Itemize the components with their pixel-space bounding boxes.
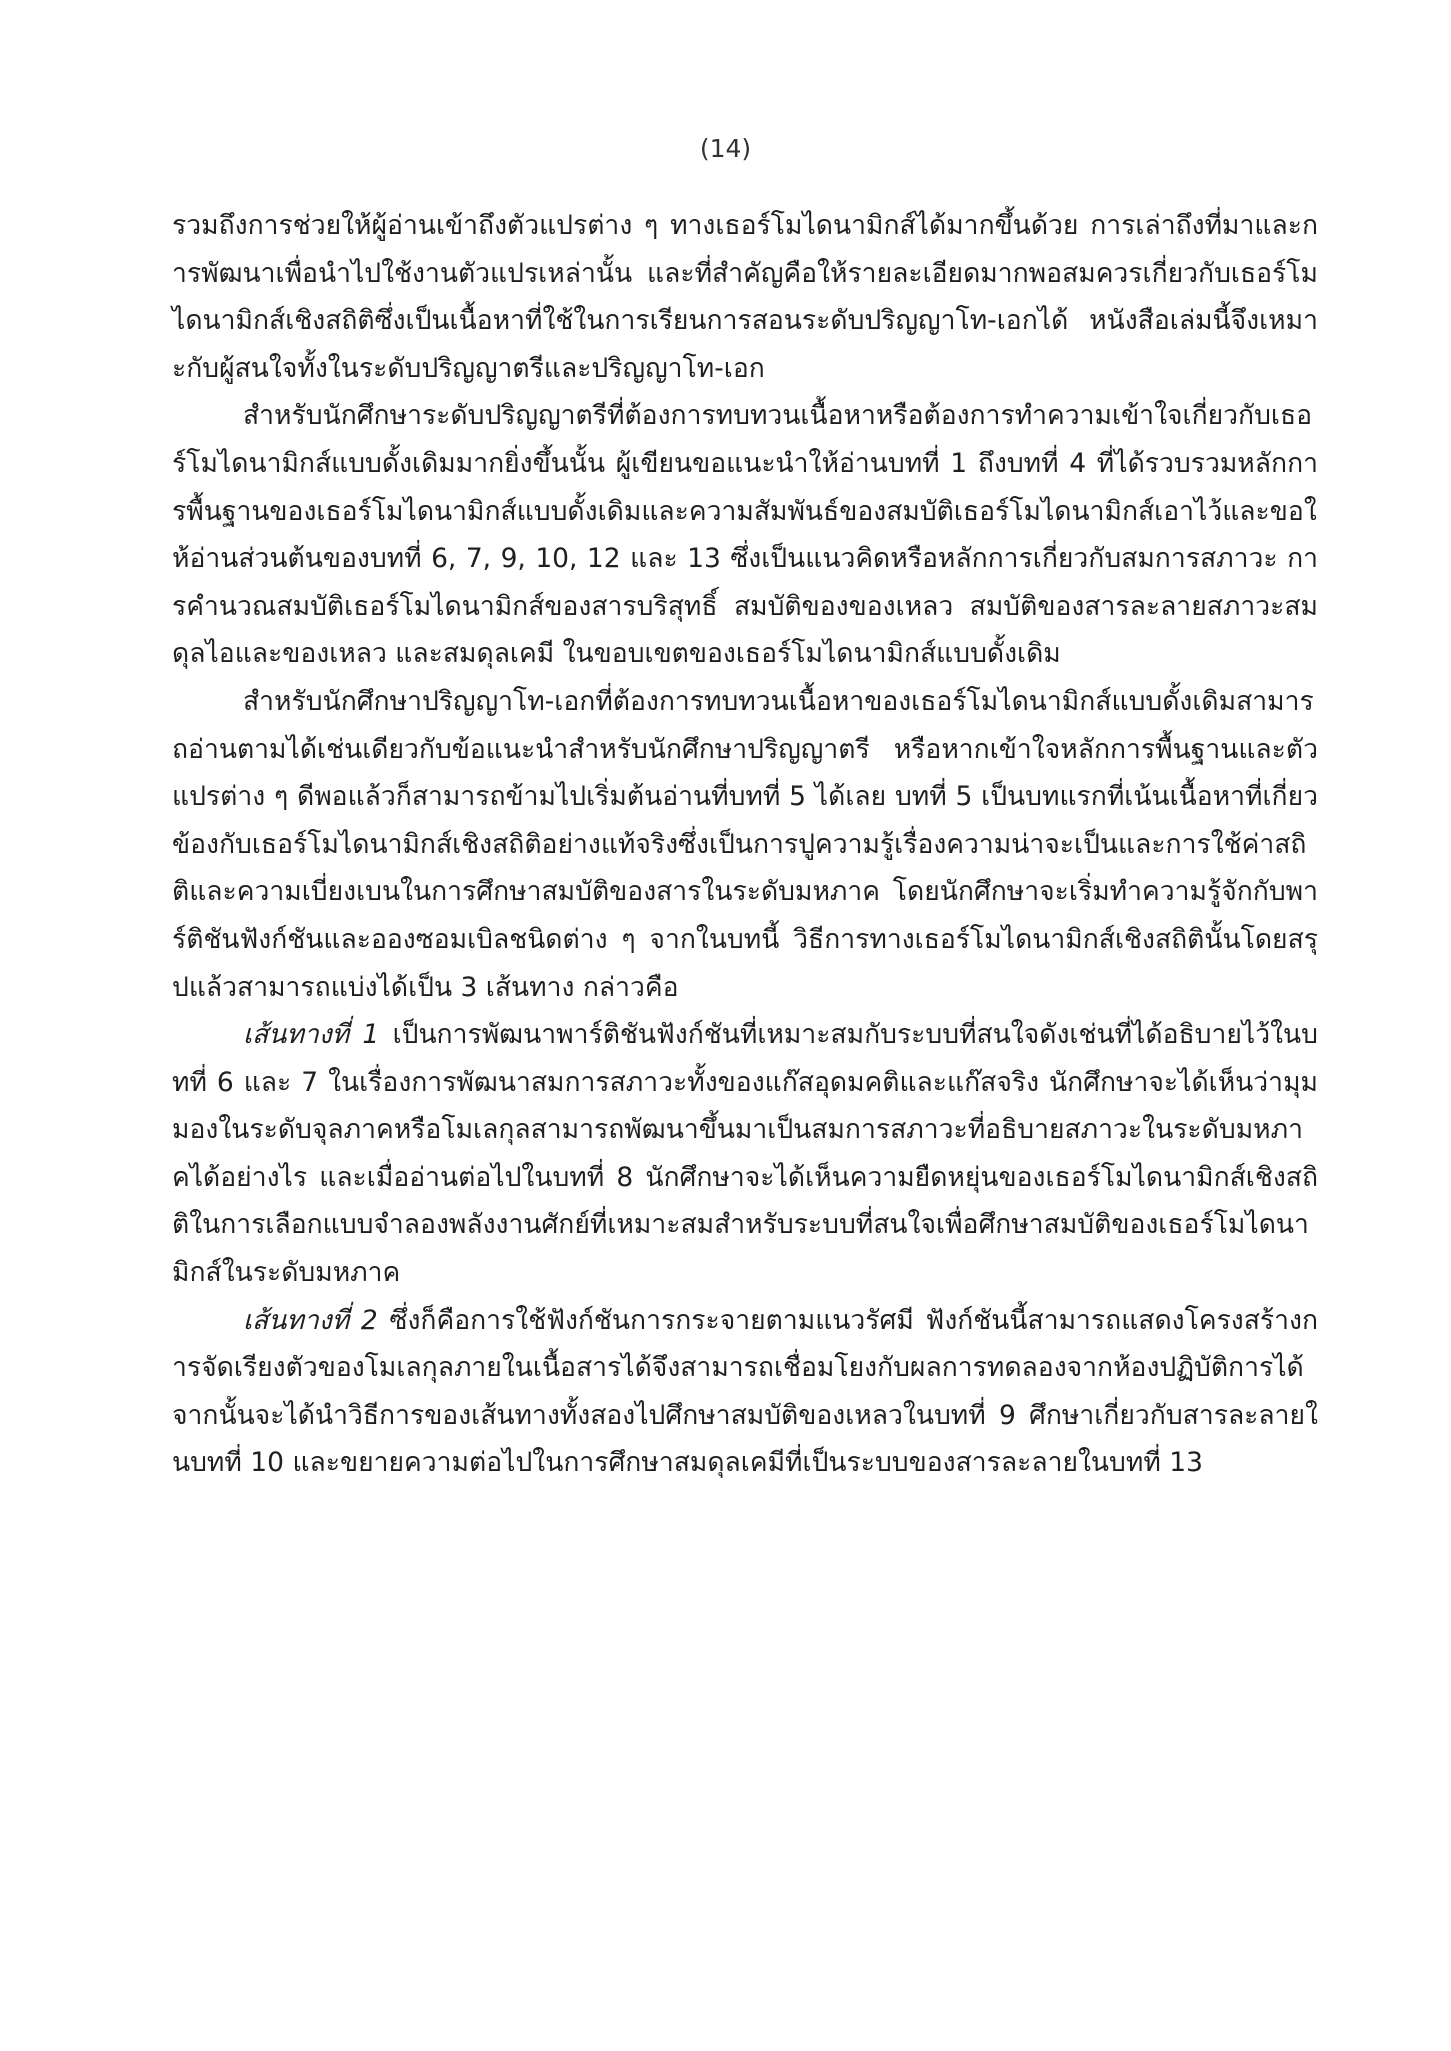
paragraph [172, 1011, 1318, 1297]
paragraph [172, 202, 1318, 392]
paragraph [172, 1297, 1318, 1487]
route-2-heading: เส้นทางที่ 2 [243, 1304, 378, 1336]
paragraph-text: รวมถึงการช่วยให้ผู้อ่านเข้าถึงตัวแปรต่าง ๆ ทางเธอร์โมไดนามิกส์ได้มากขึ้นด้วย การเล่าถึงที่มาและการพัฒนาเพื่อนำไปใช้งานตัวแปรเหล่านั้น และที่สำคัญคือให้รายละเอียดมากพอสมควรเกี่ยวกับเธอร์โมไดนามิกส์เชิงสถิติซึ่งเป็นเนื้อหาที่ใช้ในการเรียนการสอนระดับปริญญาโท-เอกได้ หนังสือเล่มนี้จึงเหมาะกับผู้สนใจทั้งในระดับปริญญาตรีและปริญญาโท-เอก [172, 210, 1318, 384]
paragraph [172, 392, 1318, 678]
paragraph-text: ซึ่งก็คือการใช้ฟังก์ชันการกระจายตามแนวรัศมี ฟังก์ชันนี้สามารถแสดงโครงสร้างการจัดเรียงตัวของโมเลกุลภายในเนื้อสารได้จึงสามารถเชื่อมโยงกับผลการทดลองจากห้องปฏิบัติการได้จากนั้นจะได้นำวิธีการของเส้นทางทั้งสองไปศึกษาสมบัติของเหลวในบทที่ 9 ศึกษาเกี่ยวกับสารละลายในบทที่ 10 และขยายความต่อไปในการศึกษาสมดุลเคมีที่เป็นระบบของสารละลายในบทที่ 13 [172, 1304, 1319, 1479]
body-text [172, 202, 1318, 1487]
route-1-heading: เส้นทางที่ 1 [243, 1019, 380, 1051]
paragraph [172, 678, 1318, 1011]
paragraph-text: เป็นการพัฒนาพาร์ติชันฟังก์ชันที่เหมาะสมกับระบบที่สนใจดังเช่นที่ได้อธิบายไว้ในบทที่ 6 และ 7 ในเรื่องการพัฒนาสมการสภาวะทั้งของแก๊สอุดมคติและแก๊สจริง นักศึกษาจะได้เห็นว่ามุมมองในระดับจุลภาคหรือโมเลกุลสามารถพัฒนาขึ้นมาเป็นสมการสภาวะที่อธิบายสภาวะในระดับมหภาคได้อย่างไร และเมื่ออ่านต่อไปในบทที่ 8 นักศึกษาจะได้เห็นความยืดหยุ่นของเธอร์โมไดนามิกส์เชิงสถิติในการเลือกแบบจำลองพลังงานศักย์ที่เหมาะสมสำหรับระบบที่สนใจเพื่อศึกษาสมบัติของเธอร์โมไดนามิกส์ในระดับมหภาค [172, 1019, 1318, 1289]
paragraph-text: สำหรับนักศึกษาปริญญาโท-เอกที่ต้องการทบทวนเนื้อหาของเธอร์โมไดนามิกส์แบบดั้งเดิมสามารถอ่านตามได้เช่นเดียวกับข้อแนะนำสำหรับนักศึกษาปริญญาตรี หรือหากเข้าใจหลักการพื้นฐานและตัวแปรต่าง ๆ ดีพอแล้วก็สามารถข้ามไปเริ่มต้นอ่านที่บทที่ 5 ได้เลย บทที่ 5 เป็นบทแรกที่เน้นเนื้อหาที่เกี่ยวข้องกับเธอร์โมไดนามิกส์เชิงสถิติอย่างแท้จริงซึ่งเป็นการปูความรู้เรื่องความน่าจะเป็นและการใช้ค่าสถิติและความเบี่ยงเบนในการศึกษาสมบัติของสารในระดับมหภาค โดยนักศึกษาจะเริ่มทำความรู้จักกับพาร์ติชันฟังก์ชันและอองซอมเบิลชนิดต่าง ๆ จากในบทนี้ วิธีการทางเธอร์โมไดนามิกส์เชิงสถิตินั้นโดยสรุปแล้วสามารถแบ่งได้เป็น 3 เส้นทาง กล่าวคือ [172, 685, 1318, 1003]
paragraph-text: สำหรับนักศึกษาระดับปริญญาตรีที่ต้องการทบทวนเนื้อหาหรือต้องการทำความเข้าใจเกี่ยวกับเธอร์โมไดนามิกส์แบบดั้งเดิมมากยิ่งขึ้นนั้น ผู้เขียนขอแนะนำให้อ่านบทที่ 1 ถึงบทที่ 4 ที่ได้รวบรวมหลักการพื้นฐานของเธอร์โมไดนามิกส์แบบดั้งเดิมและความสัมพันธ์ของสมบัติเธอร์โมไดนามิกส์เอาไว้และขอให้อ่านส่วนต้นของบทที่ 6, 7, 9, 10, 12 และ 13 ซึ่งเป็นแนวคิดหรือหลักการเกี่ยวกับสมการสภาวะ การคำนวณสมบัติเธอร์โมไดนามิกส์ของสารบริสุทธิ์ สมบัติของของเหลว สมบัติของสารละลายสภาวะสมดุลไอและของเหลว และสมดุลเคมี ในขอบเขตของเธอร์โมไดนามิกส์แบบดั้งเดิม [172, 400, 1318, 670]
page-number: (14) [699, 134, 752, 163]
